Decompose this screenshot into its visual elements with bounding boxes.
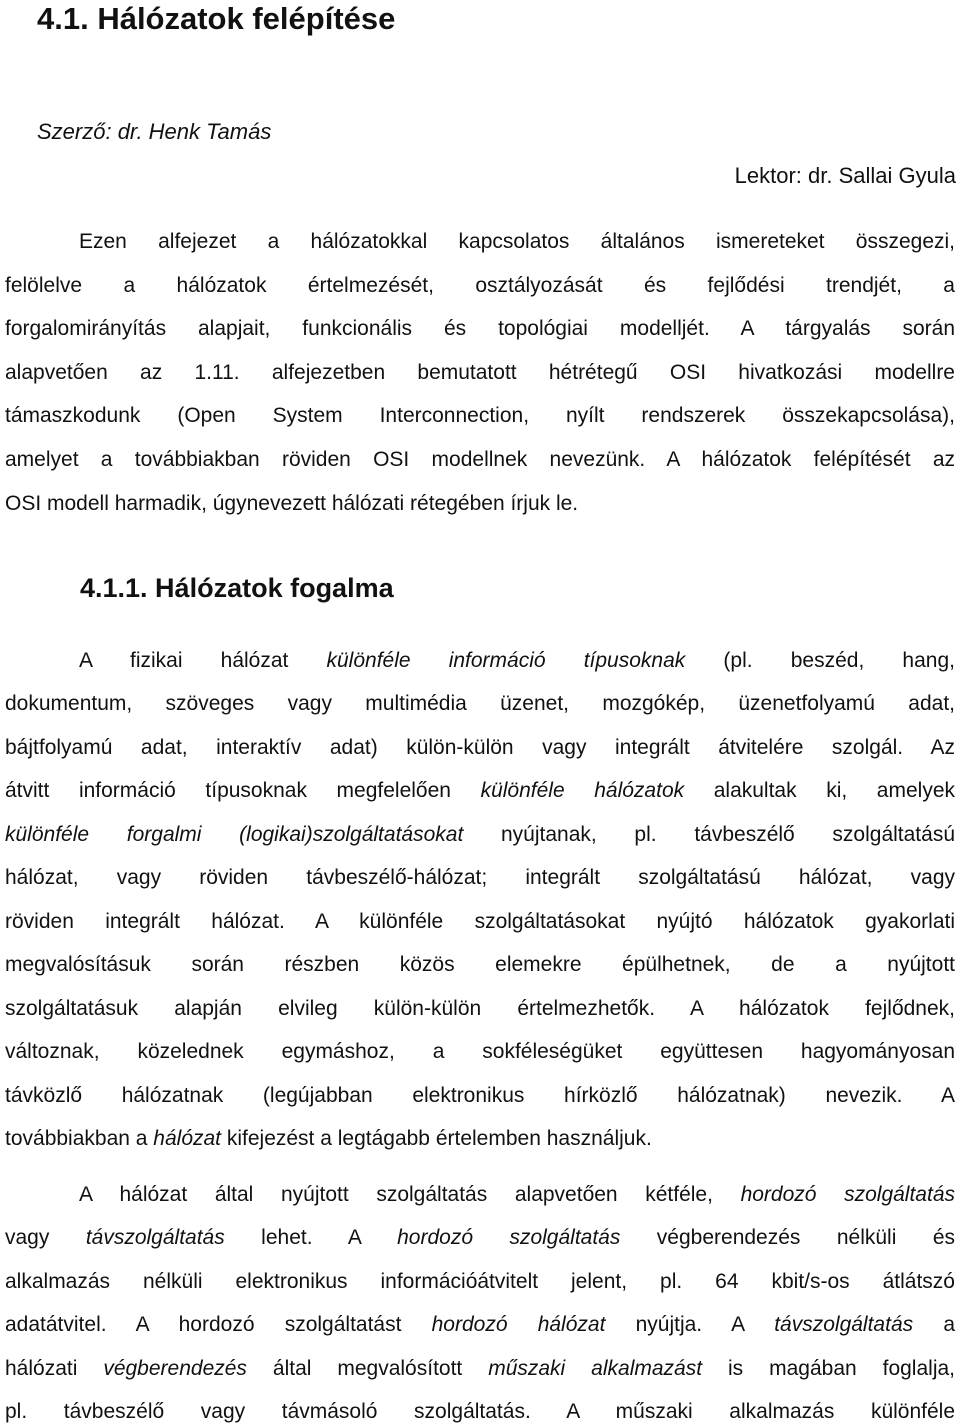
section-heading: 4.1. Hálózatok felépítése xyxy=(37,1,396,36)
italic-text: távszolgáltatás xyxy=(85,1226,225,1249)
text-segment: alapvetően az 1.11. alfejezetben bemutatott hétrétegű OSI hivatkozási modellre xyxy=(5,361,955,384)
text-segment: OSI modell harmadik, úgynevezett hálózati rétegében írjuk le. xyxy=(5,492,579,515)
text-line xyxy=(5,402,955,430)
text-segment: támaszkodunk (Open System Interconnection, nyílt rendszerek összekapcsolása), xyxy=(5,404,955,427)
text-segment: alakultak ki, amelyek xyxy=(684,779,955,802)
text-segment: nyújtja. A xyxy=(605,1313,775,1336)
italic-text: hordozó szolgáltatás xyxy=(397,1226,621,1249)
text-line xyxy=(5,777,955,805)
text-segment: Ezen alfejezet a hálózatokkal kapcsolatos általános ismereteket összegezi, xyxy=(79,230,955,253)
text-line xyxy=(5,995,955,1023)
italic-text: végberendezés xyxy=(103,1357,247,1380)
text-segment: hálózati xyxy=(5,1357,104,1380)
text-segment: által megvalósított xyxy=(246,1357,489,1380)
text-segment: A hálózat által nyújtott szolgáltatás alapvetően kétféle, xyxy=(79,1183,741,1206)
subsection-heading: 4.1.1. Hálózatok fogalma xyxy=(80,573,394,603)
text-segment: távközlő hálózatnak (legújabban elektronikus hírközlő hálózatnak) nevezik. A xyxy=(5,1084,955,1107)
text-segment: adatátvitel. A hordozó szolgáltatást xyxy=(5,1313,432,1336)
text-segment: amelyet a továbbiakban röviden OSI modellnek nevezünk. A hálózatok felépítését az xyxy=(5,448,955,471)
text-segment: szolgáltatásuk alapján elvileg külön-külön értelmezhetők. A hálózatok fejlődnek, xyxy=(5,997,955,1020)
text-segment: is magában foglalja, xyxy=(702,1357,956,1380)
text-line xyxy=(79,228,955,256)
italic-text: hálózat xyxy=(153,1127,222,1150)
reviewer-line: Lektor: dr. Sallai Gyula xyxy=(734,163,956,188)
text-line xyxy=(5,864,955,892)
text-line xyxy=(5,446,955,474)
text-segment: pl. távbeszélő vagy távmásoló szolgáltatás. A műszaki alkalmazás különféle xyxy=(5,1400,955,1423)
text-segment: nyújtanak, pl. távbeszélő szolgáltatású xyxy=(463,823,955,846)
text-line xyxy=(5,315,955,343)
text-line xyxy=(5,1268,955,1296)
text-segment: dokumentum, szöveges vagy multimédia üzenet, mozgókép, üzenetfolyamú adat, xyxy=(5,692,955,715)
author-line: Szerző: dr. Henk Tamás xyxy=(37,119,272,144)
text-segment: felölelve a hálózatok értelmezését, osztályozását és fejlődési trendjét, a xyxy=(5,274,955,297)
text-line xyxy=(5,1038,955,1066)
text-line xyxy=(79,647,955,675)
italic-text: műszaki alkalmazást xyxy=(488,1357,703,1380)
text-segment: forgalomirányítás alapjait, funkcionális és topológiai modelljét. A tárgyalás során xyxy=(5,317,955,340)
text-line xyxy=(5,690,955,718)
text-segment: megvalósításuk során részben közös elemekre épülhetnek, de a nyújtott xyxy=(5,953,955,976)
italic-text: különféle információ típusoknak xyxy=(326,649,686,672)
text-segment: változnak, közelednek egymáshoz, a sokféleségüket együttesen hagyományosan xyxy=(5,1040,955,1063)
text-segment: bájtfolyamú adat, interaktív adat) külön-külön vagy integrált átvitelére szolgál. Az xyxy=(5,736,955,759)
italic-text: távszolgáltatás xyxy=(774,1313,914,1336)
text-line xyxy=(5,1224,955,1252)
italic-text: hordozó szolgáltatás xyxy=(740,1183,955,1206)
text-line xyxy=(5,1311,955,1339)
text-segment: (pl. beszéd, hang, xyxy=(685,649,955,672)
text-segment: lehet. A xyxy=(224,1226,398,1249)
text-line xyxy=(5,734,955,762)
text-line xyxy=(5,908,955,936)
text-line xyxy=(5,1125,652,1153)
text-line xyxy=(5,490,578,518)
text-line xyxy=(79,1181,955,1209)
text-segment: a xyxy=(913,1313,956,1336)
italic-text: különféle hálózatok xyxy=(480,779,685,802)
text-segment: végberendezés nélküli és xyxy=(620,1226,955,1249)
text-segment: kifejezést a legtágabb értelemben használjuk. xyxy=(221,1127,652,1150)
text-line xyxy=(5,821,955,849)
text-line xyxy=(5,359,955,387)
text-line xyxy=(5,1355,955,1383)
italic-text: hordozó hálózat xyxy=(431,1313,606,1336)
italic-text: különféle forgalmi (logikai)szolgáltatásokat xyxy=(5,823,464,846)
text-segment: vagy xyxy=(5,1226,86,1249)
text-line xyxy=(5,1082,955,1110)
text-segment: A fizikai hálózat xyxy=(79,649,327,672)
text-line xyxy=(5,1398,955,1426)
text-line xyxy=(5,951,955,979)
text-segment: hálózat, vagy röviden távbeszélő-hálózat; integrált szolgáltatású hálózat, vagy xyxy=(5,866,955,889)
text-segment: alkalmazás nélküli elektronikus információátvitelt jelent, pl. 64 kbit/s-os átlátszó xyxy=(5,1270,955,1293)
text-segment: továbbiakban a xyxy=(5,1127,154,1150)
text-segment: átvitt információ típusoknak megfelelően xyxy=(5,779,481,802)
text-line xyxy=(5,272,955,300)
text-segment: röviden integrált hálózat. A különféle szolgáltatásokat nyújtó hálózatok gyakorlati xyxy=(5,910,955,933)
